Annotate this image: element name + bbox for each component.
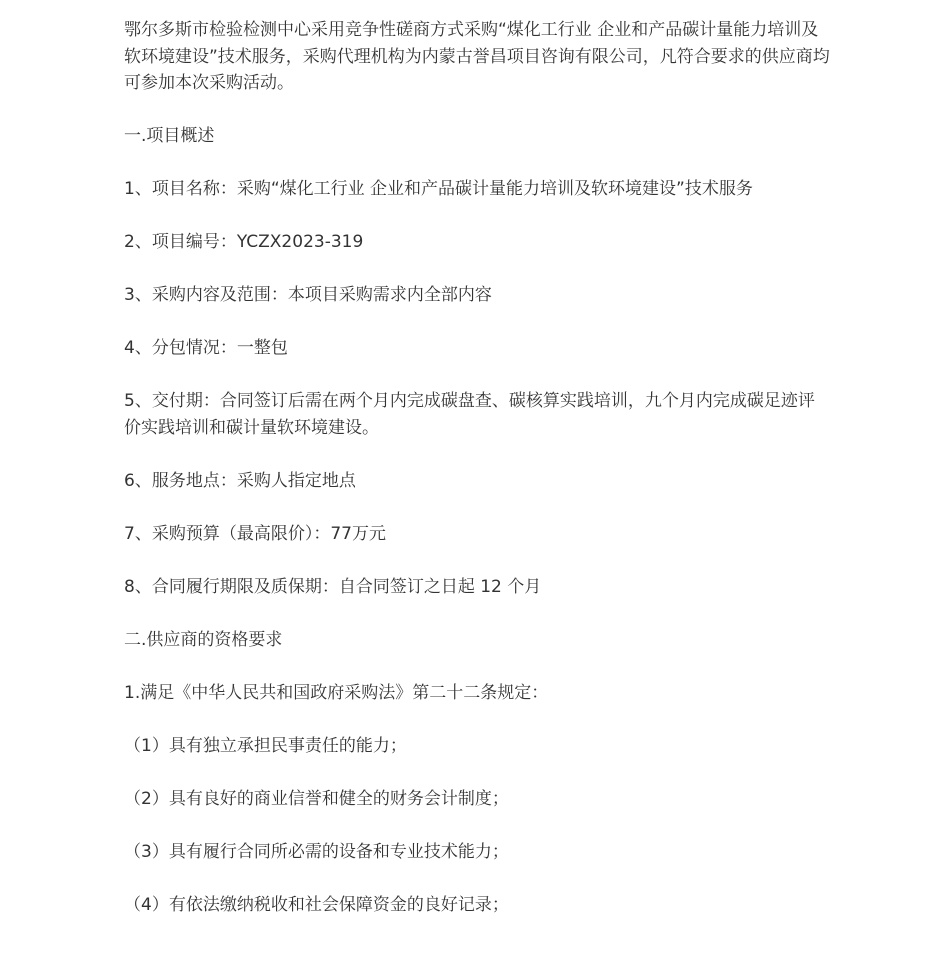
overview-item-name: 1、项目名称：采购“煤化工行业 企业和产品碳计量能力培训及软环境建设”技术服务 bbox=[124, 179, 753, 199]
overview-item-number: 2、项目编号：YCZX2023-319 bbox=[124, 232, 364, 252]
section-heading-qualifications: 二.供应商的资格要求 bbox=[124, 629, 283, 650]
document-body bbox=[124, 17, 830, 918]
intro-paragraph: 鄂尔多斯市检验检测中心采用竞争性磋商方式采购“煤化工行业 企业和产品碳计量能力培训及软环境建设”技术服务，采购代理机构为内蒙古誉昌项目咨询有限公司，凡符合要求的供应商均可参加本次采购活动。 bbox=[124, 20, 830, 93]
qualification-subitem: （2）具有良好的商业信誉和健全的财务会计制度； bbox=[124, 788, 509, 809]
overview-item-location: 6、服务地点：采购人指定地点 bbox=[124, 470, 356, 491]
qualification-subitem: （4）有依法缴纳税收和社会保障资金的良好记录； bbox=[124, 894, 509, 915]
overview-item-scope: 3、采购内容及范围：本项目采购需求内全部内容 bbox=[124, 285, 492, 305]
overview-item-delivery: 5、交付期：合同签订后需在两个月内完成碳盘查、碳核算实践培训，九个月内完成碳足迹评价实践培训和碳计量软环境建设。 bbox=[124, 391, 815, 438]
overview-item-packaging: 4、分包情况：一整包 bbox=[124, 338, 288, 358]
qualification-rule: 1.满足《中华人民共和国政府采购法》第二十二条规定： bbox=[124, 682, 549, 703]
section-heading-overview: 一.项目概述 bbox=[124, 126, 215, 146]
qualification-subitem: （3）具有履行合同所必需的设备和专业技术能力； bbox=[124, 841, 509, 862]
overview-item-budget: 7、采购预算（最高限价）：77万元 bbox=[124, 523, 386, 544]
overview-item-term: 8、合同履行期限及质保期：自合同签订之日起 12 个月 bbox=[124, 576, 542, 597]
qualification-subitem: （1）具有独立承担民事责任的能力； bbox=[124, 735, 407, 756]
